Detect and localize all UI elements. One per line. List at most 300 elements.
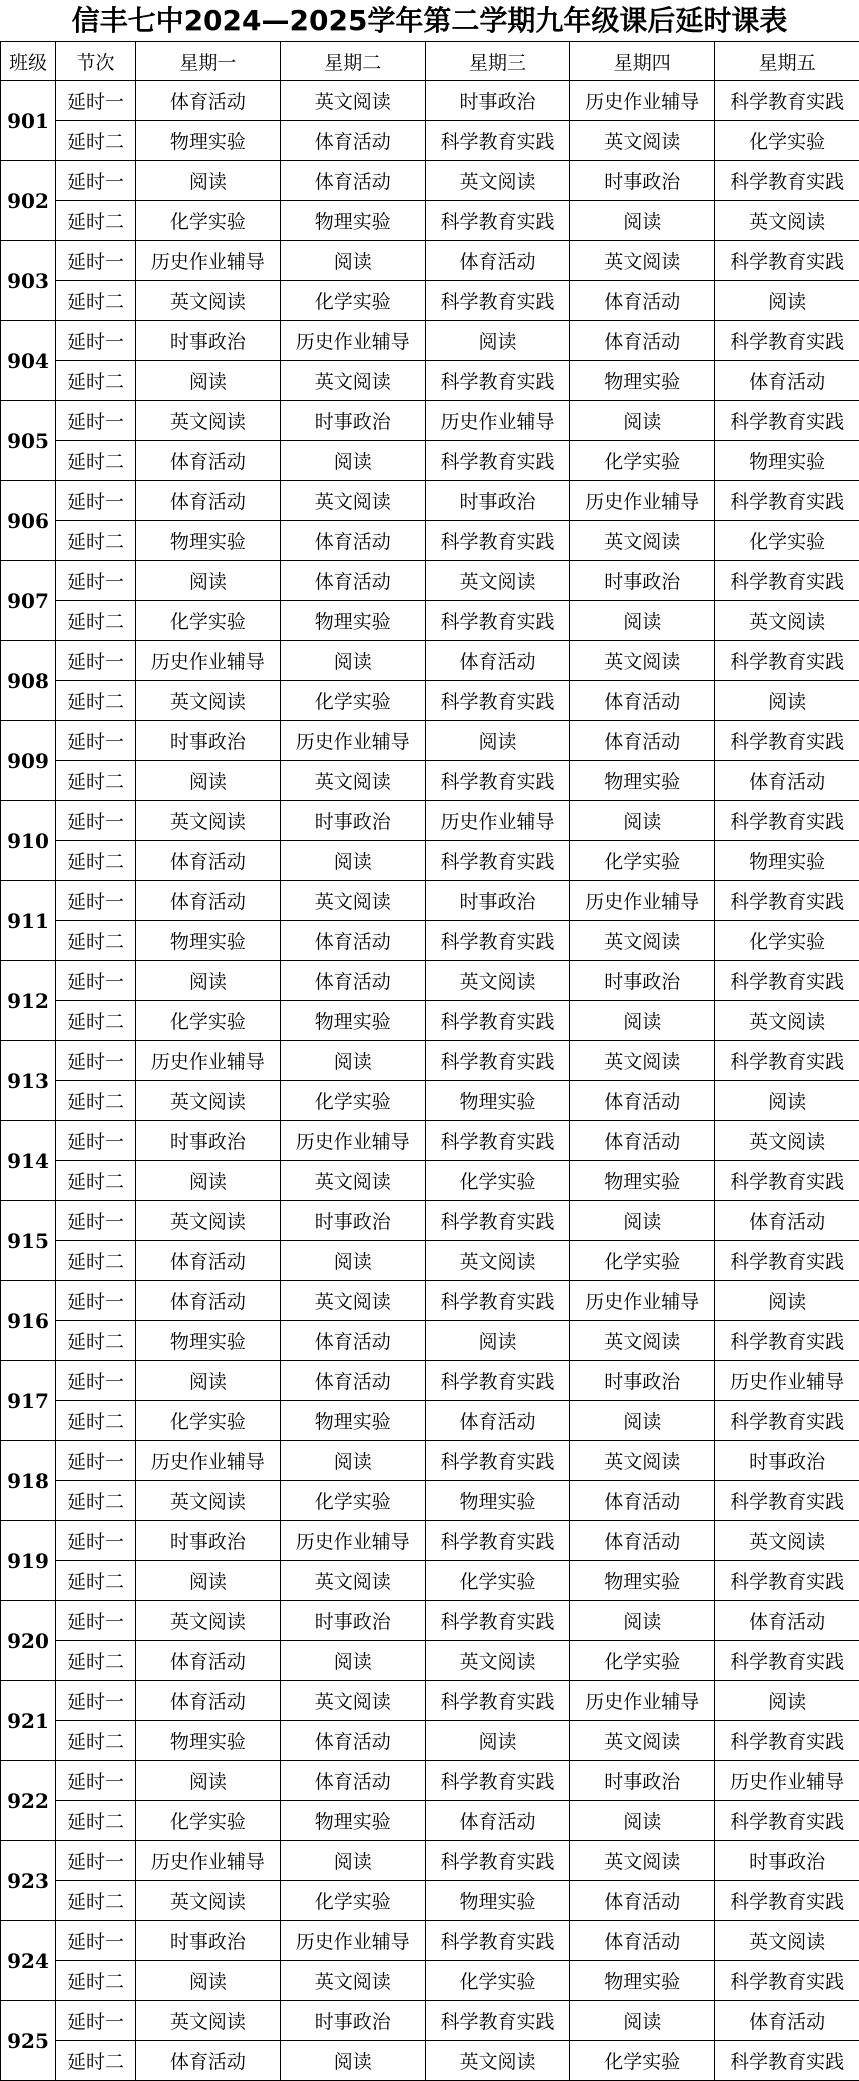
- activity-cell-tuesday: 英文阅读: [280, 1681, 425, 1721]
- activity-cell-tuesday: 体育活动: [280, 121, 425, 161]
- activity-cell-wednesday: 科学教育实践: [425, 761, 570, 801]
- activity-cell-friday: 时事政治: [715, 1841, 859, 1881]
- header-row: [1, 42, 859, 81]
- activity-cell-tuesday: 阅读: [280, 1641, 425, 1681]
- activity-cell-thursday: 化学实验: [570, 1641, 715, 1681]
- activity-cell-wednesday: 体育活动: [425, 1401, 570, 1441]
- activity-cell-monday: 阅读: [136, 561, 281, 601]
- activity-cell-wednesday: 科学教育实践: [425, 1681, 570, 1721]
- activity-cell-tuesday: 阅读: [280, 1441, 425, 1481]
- class-cell: 901: [1, 81, 56, 161]
- activity-cell-thursday: 体育活动: [570, 1121, 715, 1161]
- activity-cell-monday: 阅读: [136, 361, 281, 401]
- activity-cell-friday: 英文阅读: [715, 1921, 859, 1961]
- activity-cell-tuesday: 历史作业辅导: [280, 721, 425, 761]
- table-row: [1, 1241, 859, 1281]
- activity-cell-monday: 英文阅读: [136, 1081, 281, 1121]
- table-row: [1, 1521, 859, 1561]
- table-body: [1, 81, 859, 2081]
- schedule-table: [0, 41, 859, 2081]
- table-row: [1, 1841, 859, 1881]
- period-cell: 延时一: [56, 161, 136, 201]
- class-cell: 914: [1, 1121, 56, 1201]
- table-row: [1, 1361, 859, 1401]
- period-cell: 延时二: [56, 201, 136, 241]
- activity-cell-thursday: 英文阅读: [570, 121, 715, 161]
- activity-cell-tuesday: 物理实验: [280, 1001, 425, 1041]
- activity-cell-friday: 科学教育实践: [715, 1481, 859, 1521]
- class-cell: 912: [1, 961, 56, 1041]
- period-cell: 延时一: [56, 321, 136, 361]
- table-row: [1, 1681, 859, 1721]
- activity-cell-thursday: 物理实验: [570, 361, 715, 401]
- activity-cell-thursday: 体育活动: [570, 281, 715, 321]
- period-cell: 延时二: [56, 1481, 136, 1521]
- activity-cell-tuesday: 物理实验: [280, 1401, 425, 1441]
- period-cell: 延时一: [56, 1201, 136, 1241]
- activity-cell-monday: 历史作业辅导: [136, 1441, 281, 1481]
- activity-cell-wednesday: 科学教育实践: [425, 1041, 570, 1081]
- activity-cell-tuesday: 体育活动: [280, 961, 425, 1001]
- activity-cell-thursday: 英文阅读: [570, 1841, 715, 1881]
- period-cell: 延时一: [56, 1281, 136, 1321]
- table-row: [1, 721, 859, 761]
- activity-cell-wednesday: 科学教育实践: [425, 1761, 570, 1801]
- activity-cell-tuesday: 体育活动: [280, 1761, 425, 1801]
- class-cell: 908: [1, 641, 56, 721]
- activity-cell-friday: 科学教育实践: [715, 1561, 859, 1601]
- activity-cell-friday: 科学教育实践: [715, 1641, 859, 1681]
- period-cell: 延时一: [56, 81, 136, 121]
- activity-cell-tuesday: 阅读: [280, 441, 425, 481]
- activity-cell-tuesday: 体育活动: [280, 1321, 425, 1361]
- class-cell: 921: [1, 1681, 56, 1761]
- activity-cell-monday: 时事政治: [136, 1921, 281, 1961]
- activity-cell-friday: 科学教育实践: [715, 721, 859, 761]
- activity-cell-friday: 科学教育实践: [715, 961, 859, 1001]
- class-cell: 916: [1, 1281, 56, 1361]
- activity-cell-monday: 物理实验: [136, 1721, 281, 1761]
- header-period: 节次: [56, 42, 136, 81]
- activity-cell-friday: 阅读: [715, 1681, 859, 1721]
- activity-cell-wednesday: 体育活动: [425, 241, 570, 281]
- activity-cell-wednesday: 物理实验: [425, 1881, 570, 1921]
- period-cell: 延时一: [56, 241, 136, 281]
- class-cell: 919: [1, 1521, 56, 1601]
- activity-cell-wednesday: 时事政治: [425, 481, 570, 521]
- activity-cell-monday: 体育活动: [136, 1641, 281, 1681]
- activity-cell-thursday: 阅读: [570, 201, 715, 241]
- table-row: [1, 321, 859, 361]
- activity-cell-friday: 科学教育实践: [715, 241, 859, 281]
- activity-cell-wednesday: 阅读: [425, 721, 570, 761]
- activity-cell-thursday: 物理实验: [570, 1561, 715, 1601]
- class-cell: 903: [1, 241, 56, 321]
- activity-cell-friday: 英文阅读: [715, 1521, 859, 1561]
- class-cell: 918: [1, 1441, 56, 1521]
- table-row: [1, 1281, 859, 1321]
- activity-cell-wednesday: 科学教育实践: [425, 921, 570, 961]
- activity-cell-thursday: 阅读: [570, 1601, 715, 1641]
- activity-cell-tuesday: 历史作业辅导: [280, 1921, 425, 1961]
- table-row: [1, 1641, 859, 1681]
- header-friday: 星期五: [715, 42, 859, 81]
- activity-cell-wednesday: 科学教育实践: [425, 121, 570, 161]
- activity-cell-thursday: 体育活动: [570, 1881, 715, 1921]
- activity-cell-monday: 历史作业辅导: [136, 641, 281, 681]
- period-cell: 延时一: [56, 1921, 136, 1961]
- activity-cell-friday: 体育活动: [715, 2001, 859, 2041]
- activity-cell-thursday: 体育活动: [570, 681, 715, 721]
- activity-cell-monday: 体育活动: [136, 81, 281, 121]
- table-row: [1, 121, 859, 161]
- activity-cell-monday: 时事政治: [136, 1521, 281, 1561]
- activity-cell-monday: 英文阅读: [136, 1601, 281, 1641]
- activity-cell-friday: 科学教育实践: [715, 481, 859, 521]
- activity-cell-wednesday: 科学教育实践: [425, 201, 570, 241]
- activity-cell-thursday: 阅读: [570, 2001, 715, 2041]
- period-cell: 延时一: [56, 801, 136, 841]
- activity-cell-thursday: 体育活动: [570, 1081, 715, 1121]
- activity-cell-wednesday: 科学教育实践: [425, 1841, 570, 1881]
- activity-cell-friday: 历史作业辅导: [715, 1361, 859, 1401]
- activity-cell-thursday: 化学实验: [570, 1241, 715, 1281]
- table-row: [1, 841, 859, 881]
- table-row: [1, 1401, 859, 1441]
- activity-cell-friday: 科学教育实践: [715, 2041, 859, 2081]
- table-row: [1, 1761, 859, 1801]
- activity-cell-friday: 科学教育实践: [715, 401, 859, 441]
- activity-cell-thursday: 英文阅读: [570, 1321, 715, 1361]
- table-row: [1, 241, 859, 281]
- table-row: [1, 1601, 859, 1641]
- activity-cell-thursday: 英文阅读: [570, 1721, 715, 1761]
- activity-cell-wednesday: 科学教育实践: [425, 1121, 570, 1161]
- activity-cell-thursday: 时事政治: [570, 161, 715, 201]
- class-cell: 915: [1, 1201, 56, 1281]
- activity-cell-wednesday: 科学教育实践: [425, 2001, 570, 2041]
- period-cell: 延时二: [56, 761, 136, 801]
- activity-cell-thursday: 物理实验: [570, 1161, 715, 1201]
- activity-cell-friday: 阅读: [715, 1081, 859, 1121]
- header-monday: 星期一: [136, 42, 281, 81]
- period-cell: 延时一: [56, 1521, 136, 1561]
- activity-cell-monday: 体育活动: [136, 1281, 281, 1321]
- table-row: [1, 561, 859, 601]
- activity-cell-friday: 阅读: [715, 1281, 859, 1321]
- activity-cell-tuesday: 化学实验: [280, 1481, 425, 1521]
- activity-cell-monday: 化学实验: [136, 1801, 281, 1841]
- period-cell: 延时二: [56, 1001, 136, 1041]
- period-cell: 延时一: [56, 401, 136, 441]
- class-cell: 904: [1, 321, 56, 401]
- activity-cell-monday: 化学实验: [136, 201, 281, 241]
- header-wednesday: 星期三: [425, 42, 570, 81]
- period-cell: 延时二: [56, 361, 136, 401]
- activity-cell-thursday: 时事政治: [570, 1761, 715, 1801]
- activity-cell-tuesday: 体育活动: [280, 921, 425, 961]
- activity-cell-monday: 英文阅读: [136, 281, 281, 321]
- activity-cell-tuesday: 英文阅读: [280, 1161, 425, 1201]
- activity-cell-monday: 英文阅读: [136, 1481, 281, 1521]
- activity-cell-friday: 时事政治: [715, 1441, 859, 1481]
- activity-cell-tuesday: 英文阅读: [280, 1961, 425, 2001]
- period-cell: 延时一: [56, 1361, 136, 1401]
- activity-cell-tuesday: 体育活动: [280, 561, 425, 601]
- activity-cell-wednesday: 时事政治: [425, 81, 570, 121]
- activity-cell-friday: 科学教育实践: [715, 1161, 859, 1201]
- activity-cell-tuesday: 物理实验: [280, 601, 425, 641]
- activity-cell-wednesday: 英文阅读: [425, 1641, 570, 1681]
- activity-cell-monday: 阅读: [136, 1761, 281, 1801]
- activity-cell-friday: 科学教育实践: [715, 561, 859, 601]
- table-row: [1, 1561, 859, 1601]
- activity-cell-monday: 时事政治: [136, 321, 281, 361]
- period-cell: 延时二: [56, 841, 136, 881]
- activity-cell-friday: 英文阅读: [715, 601, 859, 641]
- activity-cell-thursday: 英文阅读: [570, 641, 715, 681]
- activity-cell-monday: 英文阅读: [136, 401, 281, 441]
- activity-cell-thursday: 时事政治: [570, 1361, 715, 1401]
- activity-cell-thursday: 阅读: [570, 601, 715, 641]
- activity-cell-wednesday: 体育活动: [425, 1801, 570, 1841]
- activity-cell-wednesday: 科学教育实践: [425, 1001, 570, 1041]
- table-row: [1, 361, 859, 401]
- activity-cell-wednesday: 科学教育实践: [425, 1441, 570, 1481]
- table-row: [1, 681, 859, 721]
- period-cell: 延时二: [56, 1081, 136, 1121]
- activity-cell-tuesday: 时事政治: [280, 1601, 425, 1641]
- activity-cell-tuesday: 体育活动: [280, 1721, 425, 1761]
- period-cell: 延时一: [56, 961, 136, 1001]
- activity-cell-monday: 体育活动: [136, 1681, 281, 1721]
- table-row: [1, 1201, 859, 1241]
- activity-cell-monday: 英文阅读: [136, 2001, 281, 2041]
- activity-cell-monday: 体育活动: [136, 441, 281, 481]
- activity-cell-tuesday: 物理实验: [280, 1801, 425, 1841]
- activity-cell-tuesday: 英文阅读: [280, 881, 425, 921]
- class-cell: 907: [1, 561, 56, 641]
- table-row: [1, 761, 859, 801]
- activity-cell-monday: 阅读: [136, 1161, 281, 1201]
- activity-cell-monday: 阅读: [136, 1361, 281, 1401]
- activity-cell-tuesday: 体育活动: [280, 1361, 425, 1401]
- activity-cell-tuesday: 英文阅读: [280, 481, 425, 521]
- page-title: 信丰七中2024—2025学年第二学期九年级课后延时课表: [71, 4, 788, 37]
- activity-cell-tuesday: 阅读: [280, 1841, 425, 1881]
- activity-cell-wednesday: 阅读: [425, 321, 570, 361]
- table-row: [1, 1121, 859, 1161]
- activity-cell-thursday: 历史作业辅导: [570, 1681, 715, 1721]
- activity-cell-friday: 阅读: [715, 281, 859, 321]
- activity-cell-thursday: 英文阅读: [570, 921, 715, 961]
- table-row: [1, 1801, 859, 1841]
- activity-cell-tuesday: 阅读: [280, 641, 425, 681]
- activity-cell-wednesday: 科学教育实践: [425, 1601, 570, 1641]
- activity-cell-friday: 化学实验: [715, 921, 859, 961]
- activity-cell-friday: 科学教育实践: [715, 1241, 859, 1281]
- table-row: [1, 1321, 859, 1361]
- activity-cell-friday: 科学教育实践: [715, 1801, 859, 1841]
- class-cell: 925: [1, 2001, 56, 2081]
- activity-cell-wednesday: 时事政治: [425, 881, 570, 921]
- period-cell: 延时一: [56, 1041, 136, 1081]
- period-cell: 延时二: [56, 521, 136, 561]
- activity-cell-thursday: 阅读: [570, 1801, 715, 1841]
- activity-cell-monday: 阅读: [136, 1961, 281, 2001]
- activity-cell-wednesday: 英文阅读: [425, 1241, 570, 1281]
- period-cell: 延时一: [56, 2001, 136, 2041]
- activity-cell-monday: 物理实验: [136, 521, 281, 561]
- activity-cell-thursday: 英文阅读: [570, 521, 715, 561]
- activity-cell-thursday: 时事政治: [570, 561, 715, 601]
- activity-cell-thursday: 阅读: [570, 1001, 715, 1041]
- header-thursday: 星期四: [570, 42, 715, 81]
- activity-cell-thursday: 阅读: [570, 401, 715, 441]
- activity-cell-thursday: 体育活动: [570, 1521, 715, 1561]
- table-row: [1, 601, 859, 641]
- activity-cell-wednesday: 物理实验: [425, 1481, 570, 1521]
- activity-cell-friday: 科学教育实践: [715, 641, 859, 681]
- activity-cell-friday: 化学实验: [715, 121, 859, 161]
- table-row: [1, 401, 859, 441]
- activity-cell-wednesday: 科学教育实践: [425, 281, 570, 321]
- class-cell: 911: [1, 881, 56, 961]
- activity-cell-thursday: 体育活动: [570, 721, 715, 761]
- activity-cell-monday: 英文阅读: [136, 1201, 281, 1241]
- activity-cell-wednesday: 科学教育实践: [425, 1921, 570, 1961]
- activity-cell-thursday: 英文阅读: [570, 241, 715, 281]
- activity-cell-thursday: 历史作业辅导: [570, 881, 715, 921]
- period-cell: 延时二: [56, 1241, 136, 1281]
- activity-cell-wednesday: 科学教育实践: [425, 681, 570, 721]
- activity-cell-friday: 科学教育实践: [715, 161, 859, 201]
- period-cell: 延时一: [56, 1601, 136, 1641]
- activity-cell-monday: 物理实验: [136, 921, 281, 961]
- table-row: [1, 1921, 859, 1961]
- period-cell: 延时一: [56, 1441, 136, 1481]
- class-cell: 910: [1, 801, 56, 881]
- activity-cell-monday: 化学实验: [136, 1001, 281, 1041]
- activity-cell-monday: 物理实验: [136, 121, 281, 161]
- activity-cell-monday: 历史作业辅导: [136, 241, 281, 281]
- period-cell: 延时二: [56, 601, 136, 641]
- period-cell: 延时二: [56, 1881, 136, 1921]
- activity-cell-monday: 英文阅读: [136, 801, 281, 841]
- period-cell: 延时二: [56, 1721, 136, 1761]
- activity-cell-friday: 阅读: [715, 681, 859, 721]
- period-cell: 延时二: [56, 2041, 136, 2081]
- table-row: [1, 1161, 859, 1201]
- activity-cell-monday: 历史作业辅导: [136, 1041, 281, 1081]
- class-cell: 923: [1, 1841, 56, 1921]
- activity-cell-monday: 物理实验: [136, 1321, 281, 1361]
- period-cell: 延时二: [56, 1561, 136, 1601]
- activity-cell-monday: 体育活动: [136, 841, 281, 881]
- activity-cell-monday: 化学实验: [136, 601, 281, 641]
- table-row: [1, 921, 859, 961]
- activity-cell-thursday: 体育活动: [570, 1921, 715, 1961]
- activity-cell-tuesday: 化学实验: [280, 681, 425, 721]
- activity-cell-monday: 体育活动: [136, 881, 281, 921]
- activity-cell-tuesday: 历史作业辅导: [280, 1521, 425, 1561]
- activity-cell-tuesday: 阅读: [280, 2041, 425, 2081]
- header-tuesday: 星期二: [280, 42, 425, 81]
- activity-cell-friday: 科学教育实践: [715, 1721, 859, 1761]
- activity-cell-tuesday: 英文阅读: [280, 1281, 425, 1321]
- activity-cell-tuesday: 物理实验: [280, 201, 425, 241]
- activity-cell-wednesday: 科学教育实践: [425, 1281, 570, 1321]
- period-cell: 延时二: [56, 1801, 136, 1841]
- period-cell: 延时二: [56, 281, 136, 321]
- activity-cell-tuesday: 历史作业辅导: [280, 321, 425, 361]
- activity-cell-friday: 体育活动: [715, 1601, 859, 1641]
- activity-cell-monday: 历史作业辅导: [136, 1841, 281, 1881]
- activity-cell-thursday: 阅读: [570, 801, 715, 841]
- activity-cell-thursday: 化学实验: [570, 841, 715, 881]
- activity-cell-thursday: 历史作业辅导: [570, 81, 715, 121]
- period-cell: 延时一: [56, 561, 136, 601]
- class-cell: 920: [1, 1601, 56, 1681]
- activity-cell-tuesday: 体育活动: [280, 161, 425, 201]
- activity-cell-friday: 科学教育实践: [715, 1961, 859, 2001]
- class-cell: 905: [1, 401, 56, 481]
- class-cell: 909: [1, 721, 56, 801]
- activity-cell-monday: 英文阅读: [136, 1881, 281, 1921]
- activity-cell-friday: 科学教育实践: [715, 81, 859, 121]
- activity-cell-thursday: 体育活动: [570, 321, 715, 361]
- activity-cell-friday: 体育活动: [715, 761, 859, 801]
- class-cell: 902: [1, 161, 56, 241]
- period-cell: 延时一: [56, 1121, 136, 1161]
- table-row: [1, 1441, 859, 1481]
- activity-cell-thursday: 化学实验: [570, 2041, 715, 2081]
- activity-cell-friday: 体育活动: [715, 361, 859, 401]
- activity-cell-friday: 科学教育实践: [715, 881, 859, 921]
- activity-cell-thursday: 英文阅读: [570, 1041, 715, 1081]
- activity-cell-wednesday: 物理实验: [425, 1081, 570, 1121]
- activity-cell-friday: 英文阅读: [715, 201, 859, 241]
- period-cell: 延时二: [56, 921, 136, 961]
- activity-cell-friday: 英文阅读: [715, 1001, 859, 1041]
- activity-cell-wednesday: 阅读: [425, 1721, 570, 1761]
- activity-cell-tuesday: 英文阅读: [280, 761, 425, 801]
- table-row: [1, 1481, 859, 1521]
- activity-cell-monday: 体育活动: [136, 2041, 281, 2081]
- activity-cell-wednesday: 科学教育实践: [425, 601, 570, 641]
- activity-cell-tuesday: 历史作业辅导: [280, 1121, 425, 1161]
- activity-cell-monday: 时事政治: [136, 721, 281, 761]
- activity-cell-wednesday: 阅读: [425, 1321, 570, 1361]
- activity-cell-tuesday: 时事政治: [280, 1201, 425, 1241]
- table-row: [1, 2041, 859, 2081]
- table-row: [1, 161, 859, 201]
- table-row: [1, 881, 859, 921]
- activity-cell-friday: 科学教育实践: [715, 1041, 859, 1081]
- activity-cell-thursday: 时事政治: [570, 961, 715, 1001]
- activity-cell-wednesday: 科学教育实践: [425, 361, 570, 401]
- period-cell: 延时二: [56, 441, 136, 481]
- period-cell: 延时一: [56, 641, 136, 681]
- period-cell: 延时二: [56, 1161, 136, 1201]
- table-row: [1, 1881, 859, 1921]
- activity-cell-thursday: 物理实验: [570, 1961, 715, 2001]
- activity-cell-wednesday: 科学教育实践: [425, 521, 570, 561]
- activity-cell-friday: 物理实验: [715, 441, 859, 481]
- activity-cell-friday: 历史作业辅导: [715, 1761, 859, 1801]
- activity-cell-wednesday: 化学实验: [425, 1161, 570, 1201]
- activity-cell-monday: 体育活动: [136, 481, 281, 521]
